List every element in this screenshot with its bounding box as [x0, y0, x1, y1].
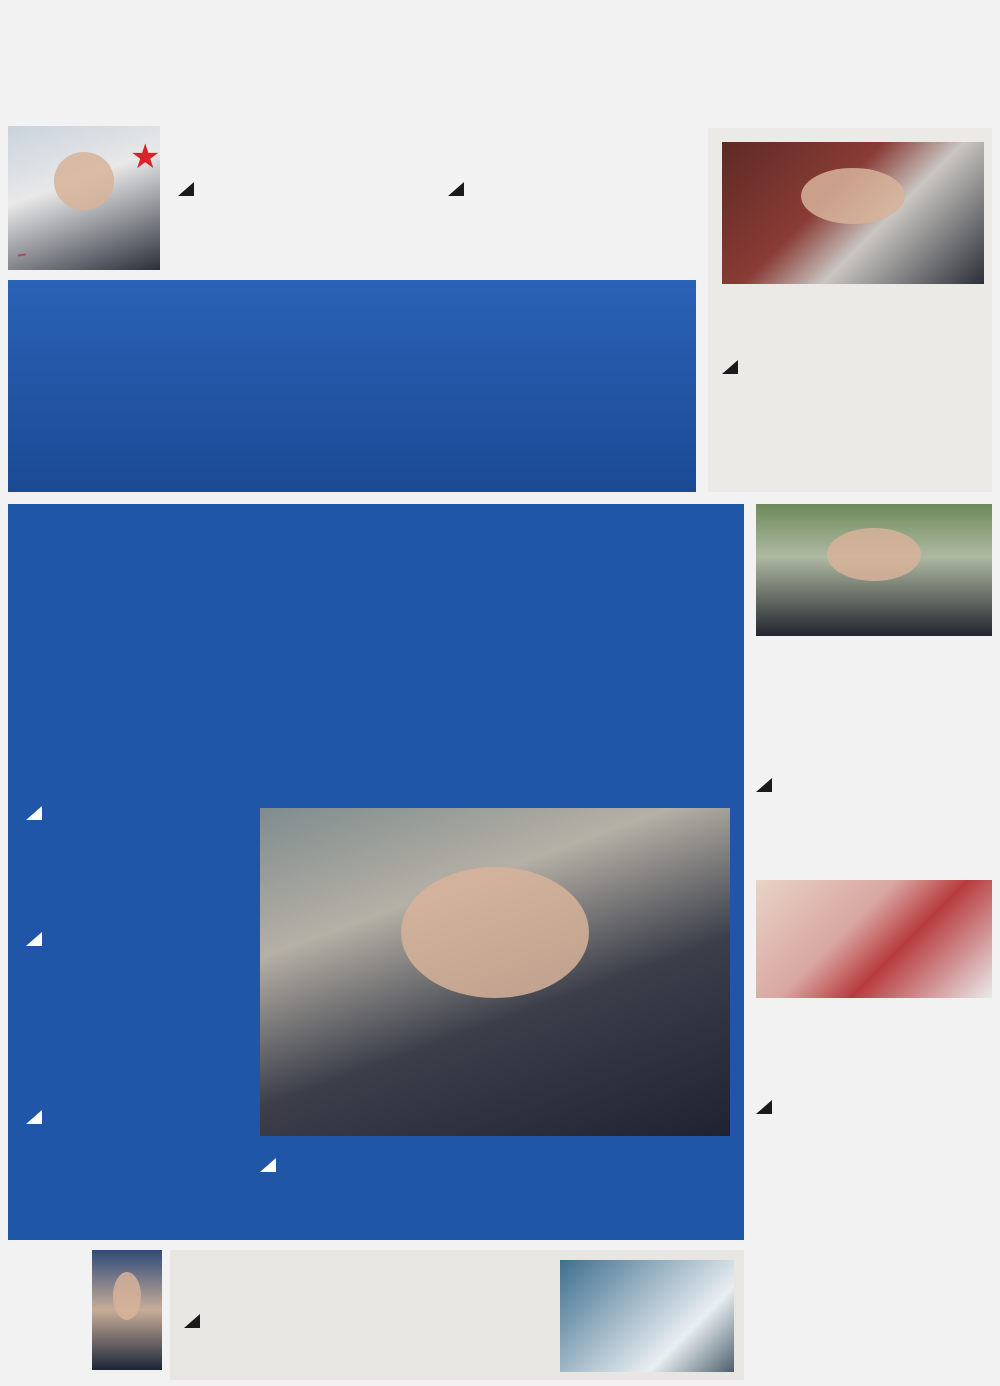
cavusoglu-story	[708, 128, 992, 492]
tatar-col1	[178, 182, 434, 200]
main-text1	[26, 932, 254, 950]
bullet-triangle-icon	[260, 1158, 276, 1172]
main-text3	[260, 1158, 730, 1230]
main-story	[8, 504, 744, 1240]
narcotics-story	[756, 504, 992, 872]
masthead	[8, 280, 696, 492]
nursing-story	[170, 1250, 744, 1380]
red-star-icon: ★	[130, 138, 161, 176]
narcotics-ceremony-photo	[756, 504, 992, 636]
christodoulides-box	[8, 1246, 162, 1380]
tatar-story	[8, 126, 698, 276]
christodoulides-photo	[92, 1250, 162, 1370]
dialysis-photo	[756, 880, 992, 998]
cavusoglu-photo	[722, 142, 984, 284]
nursing-hospital-photo	[560, 1260, 734, 1372]
narcotics-body	[756, 778, 992, 796]
main-press-photo	[260, 808, 730, 1136]
bullet-triangle-icon	[756, 1100, 772, 1114]
cavusoglu-body	[722, 360, 984, 377]
dialysis-body	[756, 1100, 992, 1117]
bullet-triangle-icon	[722, 360, 738, 374]
bullet-triangle-icon	[184, 1314, 200, 1328]
bullet-triangle-icon	[26, 1110, 42, 1124]
bullet-triangle-icon	[26, 806, 42, 820]
nursing-col1	[184, 1314, 364, 1332]
bullet-triangle-icon	[26, 932, 42, 946]
bullet-triangle-icon	[178, 182, 194, 196]
bullet-triangle-icon	[448, 182, 464, 196]
dialysis-story	[756, 880, 992, 1152]
main-intro	[26, 806, 254, 824]
main-text2	[26, 1110, 254, 1128]
tatar-col2	[448, 182, 698, 200]
bullet-triangle-icon	[756, 778, 772, 792]
